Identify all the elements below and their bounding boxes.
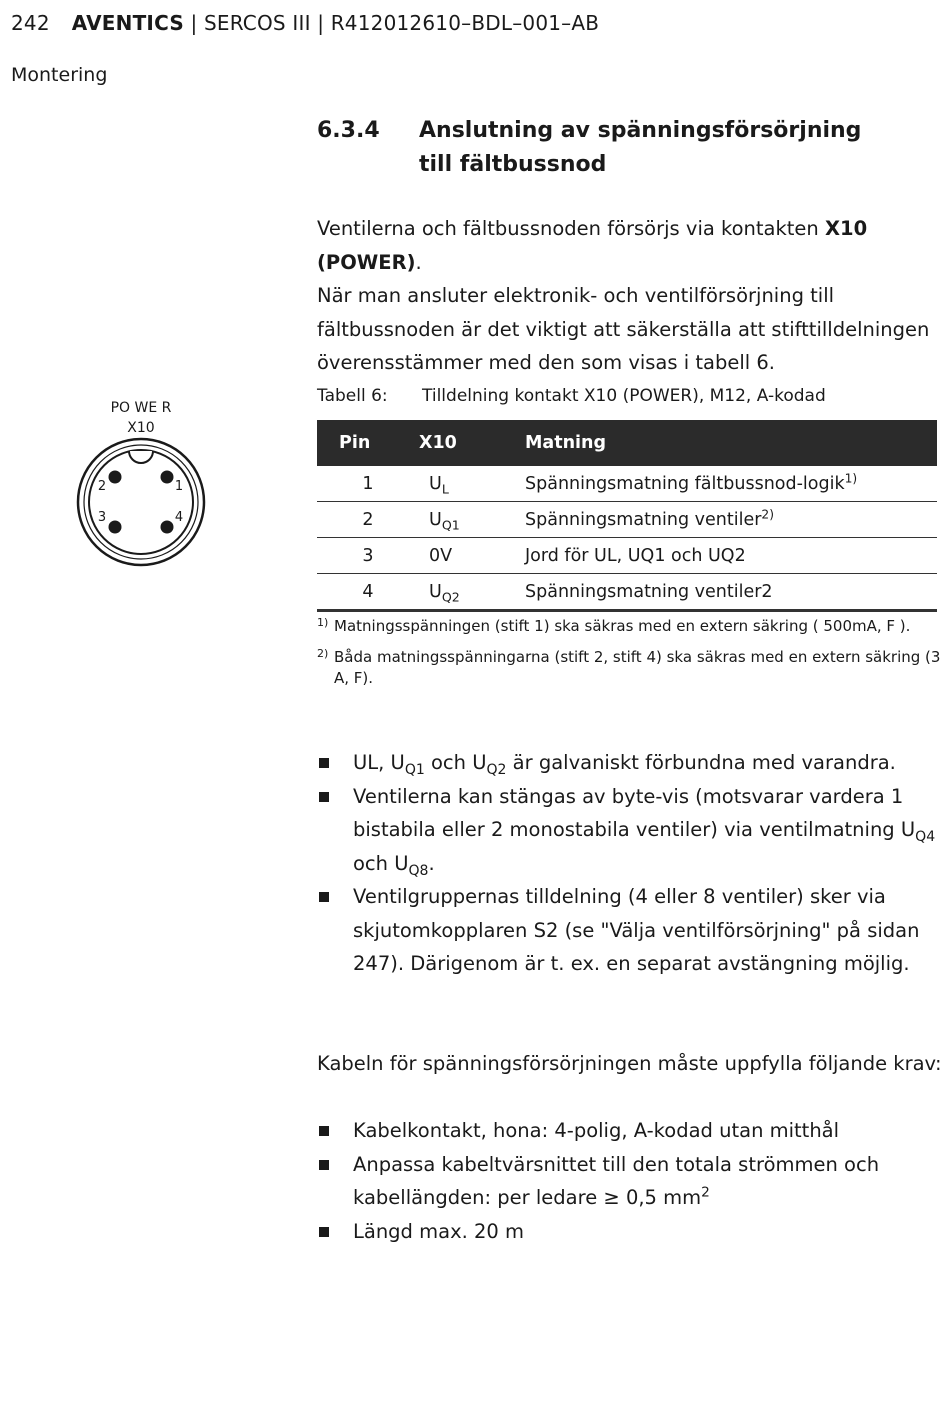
footnote-text: Matningsspänningen (stift 1) ska säkras med en extern säkring ( 500mA, F ). — [334, 617, 911, 635]
text: Ventilerna kan stängas av byte-vis (motsvarar vardera 1 bistabila eller 2 monostabila ventiler) via ventilmatning U — [353, 784, 916, 841]
pin-3 — [109, 521, 122, 534]
table-footnotes — [317, 616, 942, 699]
cell-x10 — [419, 502, 525, 538]
footnote-text: Båda matningsspänningarna (stift 2, stift 4) ska säkras med en extern säkring (3 A, F). — [334, 648, 941, 687]
footnote-2 — [317, 647, 942, 689]
list-item — [317, 1114, 942, 1148]
table-caption-label: Tabell 6: — [317, 386, 388, 406]
list-item — [317, 1148, 942, 1215]
subscript: Q4 — [915, 828, 936, 845]
info-bullet-list — [317, 746, 942, 981]
table-header-row — [317, 420, 937, 466]
text: och U — [424, 751, 487, 774]
matning-text: Spänningsmatning ventiler2 — [525, 581, 773, 602]
connector-face — [89, 450, 193, 554]
cell-matning — [525, 574, 937, 611]
table-caption — [317, 386, 826, 406]
pin-label-3: 3 — [97, 510, 107, 525]
cell-x10 — [419, 466, 525, 502]
footnote-ref: 2) — [761, 506, 774, 521]
pin-4 — [161, 521, 174, 534]
pin-label-1: 1 — [174, 479, 184, 494]
list-item — [317, 780, 942, 881]
document-id: | SERCOS III | R412012610–BDL–001–AB — [183, 11, 600, 35]
cell-pin: 1 — [317, 466, 419, 502]
table-caption-text: Tilldelning kontakt X10 (POWER), M12, A-kodad — [422, 386, 826, 406]
footnote-ref: 1) — [844, 470, 858, 485]
cell-pin: 4 — [317, 574, 419, 611]
list-item: Ventilgruppernas tilldelning (4 eller 8 ventiler) sker via skjutomkopplaren S2 (se "Välja ventilförsörjning" på sidan 247). Därigenom är t. ex. en separat avstängning möjlig. — [317, 880, 942, 981]
matning-text: Spänningsmatning fältbussnod-logik — [525, 473, 845, 494]
list-item — [317, 746, 942, 780]
x10-sub: Q1 — [441, 516, 460, 532]
text: UL, U — [353, 751, 405, 774]
pin-label-2: 2 — [97, 479, 107, 494]
text: Längd max. 20 m — [353, 1219, 525, 1243]
cable-requirements-list — [317, 1114, 942, 1248]
brand-name: AVENTICS — [71, 11, 184, 35]
header-matning: Matning — [525, 420, 937, 466]
connector-label-x10: X10 — [127, 420, 155, 436]
pin-assignment-table — [317, 420, 937, 612]
cable-requirements-intro: Kabeln för spänningsförsörjningen måste uppfylla följande krav: — [317, 1052, 942, 1075]
section-number: 6.3.4 — [317, 118, 380, 143]
x10-main: U — [429, 581, 442, 602]
matning-text: Spänningsmatning ventiler — [525, 509, 762, 530]
pin-1 — [161, 471, 174, 484]
table-row — [317, 502, 937, 538]
intro-text — [317, 212, 942, 380]
x10-sub: L — [441, 480, 449, 496]
matning-text: Jord för UL, UQ1 och UQ2 — [525, 545, 746, 566]
cell-matning — [525, 466, 937, 502]
section-title: Anslutning av spänningsförsörjning till fältbussnod — [419, 118, 862, 177]
table-row — [317, 538, 937, 574]
text: Kabelkontakt, hona: 4-polig, A-kodad utan mitthål — [353, 1119, 840, 1142]
page-number: 242 — [11, 11, 50, 35]
intro-p1-text: Ventilerna och fältbussnoden försörjs via kontakten — [317, 217, 825, 240]
intro-p1-end: . — [415, 250, 422, 274]
x10-main: 0V — [429, 545, 453, 566]
x10-main: U — [429, 509, 442, 530]
cell-x10 — [419, 538, 525, 574]
pin-2 — [109, 471, 122, 484]
text: är galvaniskt förbundna med varandra. — [506, 751, 896, 774]
subscript: Q1 — [404, 761, 425, 778]
footnote-marker: 2) — [317, 647, 329, 660]
table-row — [317, 466, 937, 502]
subscript: Q2 — [486, 761, 507, 778]
connector-label-power: PO WE R — [110, 400, 172, 416]
power-connector-diagram — [66, 395, 216, 575]
section-label: Montering — [11, 64, 108, 86]
text: . — [428, 851, 435, 875]
table-row — [317, 574, 937, 611]
pin-label-4: 4 — [174, 510, 184, 525]
x10-main: U — [429, 473, 442, 494]
cell-matning — [525, 502, 937, 538]
subscript: Q8 — [408, 862, 429, 879]
text: och U — [353, 851, 409, 875]
header-pin: Pin — [317, 420, 419, 466]
cell-pin: 3 — [317, 538, 419, 574]
intro-paragraph-2: När man ansluter elektronik- och ventilförsörjning till fältbussnoden är det viktigt att säkerställa att stifttilldelningen överensstämmer med den som visas i tabell 6. — [317, 284, 930, 374]
intro-paragraph-1 — [317, 212, 942, 279]
page-header — [11, 11, 599, 35]
cell-pin: 2 — [317, 502, 419, 538]
cell-x10 — [419, 574, 525, 611]
header-x10: X10 — [419, 420, 525, 466]
superscript: 2 — [701, 1184, 710, 1201]
intro-p1-bold: X10 (POWER) — [317, 217, 868, 274]
list-item — [317, 1215, 942, 1249]
footnote-marker: 1) — [317, 616, 329, 629]
footnote-1 — [317, 616, 942, 637]
text: Anpassa kabeltvärsnittet till den totala strömmen och kabellängden: per ledare ≥ 0,5 mm — [353, 1152, 880, 1209]
cell-matning — [525, 538, 937, 574]
x10-sub: Q2 — [441, 588, 460, 604]
